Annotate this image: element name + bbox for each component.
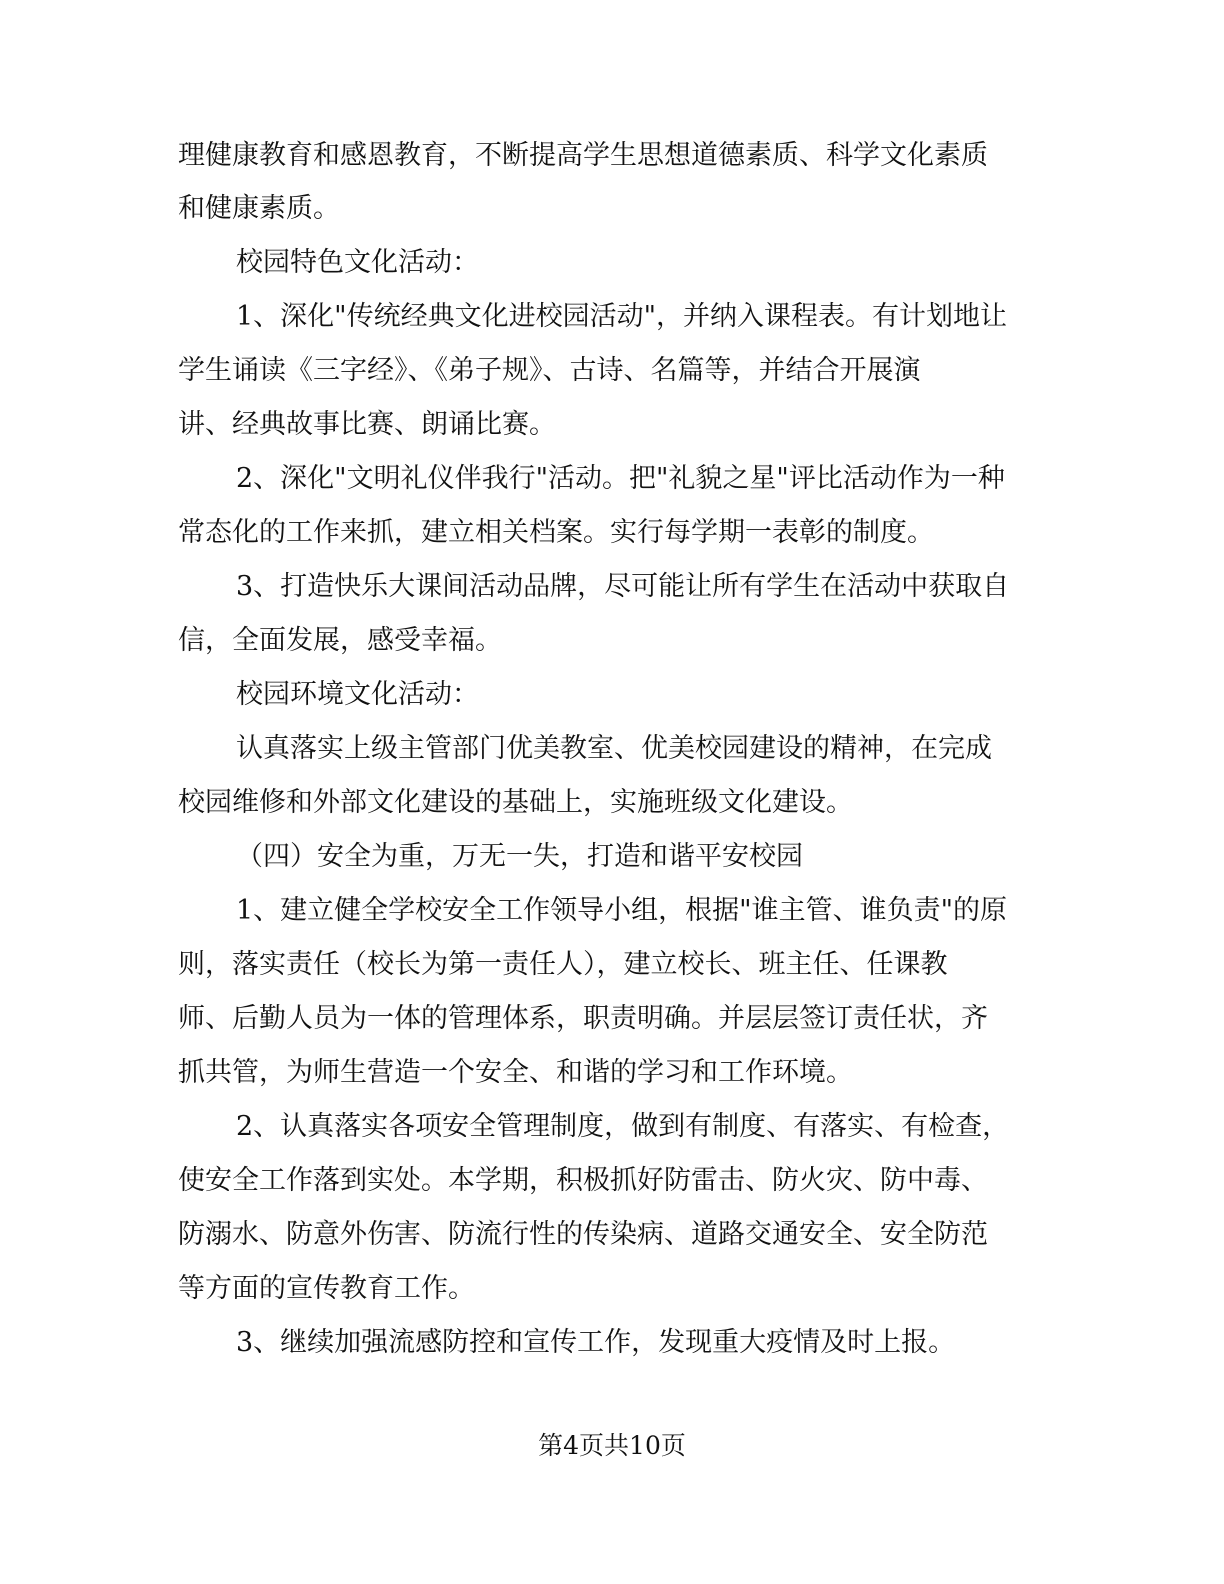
text-line-12: 认真落实上级主管部门优美教室、优美校园建设的精神，在完成 <box>236 733 992 764</box>
text-line-2: 和健康素质。 <box>178 193 340 224</box>
text-line-8: 常态化的工作来抓，建立相关档案。实行每学期一表彰的制度。 <box>178 517 934 548</box>
text-line-22: 等方面的宣传教育工作。 <box>178 1273 475 1304</box>
text-line-23: 3、继续加强流感防控和宣传工作，发现重大疫情及时上报。 <box>236 1327 956 1358</box>
text-line-15: 1、建立健全学校安全工作领导小组，根据"谁主管、谁负责"的原 <box>236 895 1008 926</box>
text-line-1: 理健康教育和感恩教育，不断提高学生思想道德素质、科学文化素质 <box>178 140 988 171</box>
text-line-18: 抓共管，为师生营造一个安全、和谐的学习和工作环境。 <box>178 1057 853 1088</box>
section-heading-campus-environment: 校园环境文化活动： <box>236 679 479 710</box>
text-line-6: 讲、经典故事比赛、朗诵比赛。 <box>178 409 556 440</box>
text-line-5: 学生诵读《三字经》、《弟子规》、古诗、名篇等，并结合开展演 <box>178 355 921 386</box>
section-heading-campus-culture: 校园特色文化活动： <box>236 247 479 278</box>
text-line-20: 使安全工作落到实处。本学期，积极抓好防雷击、防火灾、防中毒、 <box>178 1165 988 1196</box>
text-line-17: 师、后勤人员为一体的管理体系，职责明确。并层层签订责任状，齐 <box>178 1003 988 1034</box>
text-line-7: 2、深化"文明礼仪伴我行"活动。把"礼貌之星"评比活动作为一种 <box>236 463 1005 494</box>
text-line-16: 则，落实责任（校长为第一责任人），建立校长、班主任、任课教 <box>178 949 948 980</box>
section-heading-safety: （四）安全为重，万无一失，打造和谐平安校园 <box>236 841 803 872</box>
text-line-19: 2、认真落实各项安全管理制度，做到有制度、有落实、有检查， <box>236 1111 1010 1142</box>
text-line-21: 防溺水、防意外伤害、防流行性的传染病、道路交通安全、安全防范 <box>178 1219 988 1250</box>
text-line-13: 校园维修和外部文化建设的基础上，实施班级文化建设。 <box>178 787 853 818</box>
page-number-footer: 第4页共10页 <box>538 1431 686 1460</box>
text-line-10: 信，全面发展，感受幸福。 <box>178 625 502 656</box>
text-line-4: 1、深化"传统经典文化进校园活动"，并纳入课程表。有计划地让 <box>236 301 1008 332</box>
text-line-9: 3、打造快乐大课间活动品牌，尽可能让所有学生在活动中获取自 <box>236 571 1010 602</box>
